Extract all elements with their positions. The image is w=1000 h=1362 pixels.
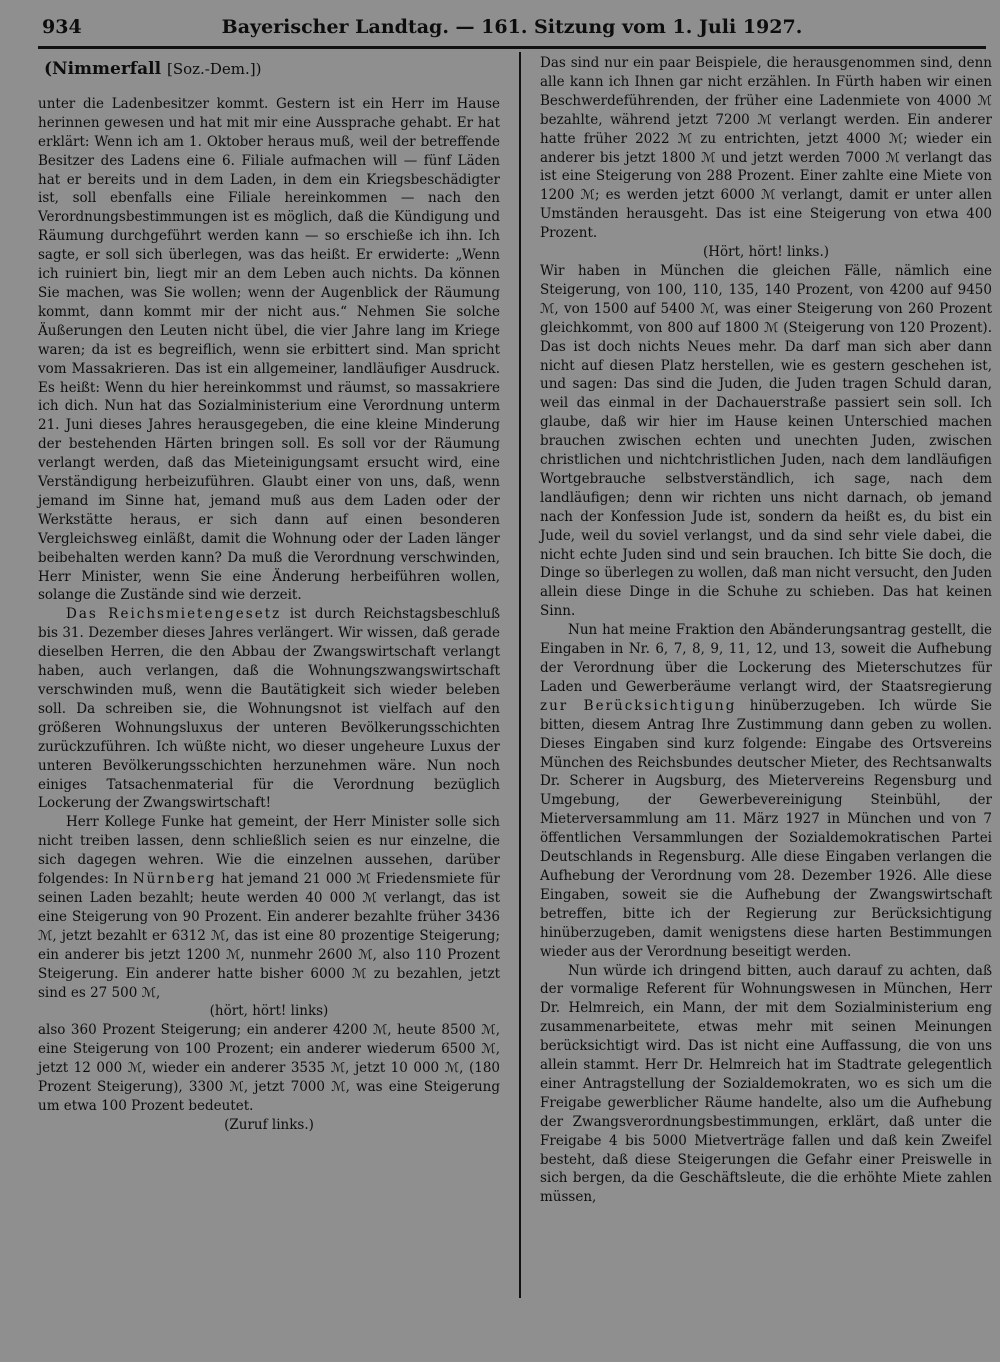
paragraph (38, 813, 500, 1002)
running-title: Bayerischer Landtag. — 161. Sitzung vom 1. Juli 1927. (221, 16, 803, 38)
interjection: (hört, hört! links) (209, 1003, 329, 1020)
left-column (38, 54, 500, 1135)
paragraph: unter die Ladenbesitzer kommt. Gestern ist ein Herr im Hause herinnen gewesen und hat mit mir eine Aussprache gehabt. Er hat erklärt: Wenn ich am 1. Oktober heraus muß, weil der betreffende Besitzer des Ladens eine 6. Filiale aufmachen will — fünf Läden hat er bereits und in dem Laden, in dem ein Kriegsbeschädigter ist, soll ebenfalls eine Filiale hereinkommen — nach den Verordnungsbestimmungen ist es möglich, daß die Kündigung und Räumung durchgeführt werden kann — so erschieße ich ihn. Ich sagte, er soll sich überlegen, was das heißt. Er erwiderte: „Wenn ich ruiniert bin, liegt mir an dem Leben auch nichts. Da können Sie machen, was Sie wollen; wenn der Augenblick der Räumung kommt, dann kommt mir der nicht aus.“ Nehmen Sie solche Äußerungen den Leuten nicht übel, die vier Jahre lang im Kriege waren; da ist es begreiflich, wenn sie erbittert sind. Man spricht vom Massakrieren. Das ist ein allgemeiner, landläufiger Ausdruck. Es heißt: Wenn du hier hereinkommst und räumst, so massakriere ich dich. Nun hat das Sozialministerium eine Verordnung unterm 21. Juni dieses Jahres herausgegeben, die eine kleine Minderung der bestehenden Härten bringen soll. Es soll vor der Räumung verlangt werden, daß das Mieteinigungsamt ersucht wird, eine Verständigung herbeizuführen. Glaubt einer von uns, daß, wenn jemand im Sinne hat, jemand muß aus dem Laden oder der Werkstätte heraus, er sich dann auf einen besonderen Vergleichsweg einläßt, damit die Wohnung oder der Laden länger beibehalten werden kann? Da muß die Verordnung verschwinden, Herr Minister, wenn Sie eine Änderung herbeiführen wollen, solange die Zustände sind wie derzeit. (38, 95, 500, 604)
column-divider (519, 52, 521, 1298)
paragraph: Wir haben in München die gleichen Fälle, nämlich eine Steigerung, von 100, 110, 135, 140 Prozent, von 4200 auf 9450 ℳ, von 1500 auf 5400 ℳ, was einer Steigerung von 260 Prozent gleichkommt, von 800 auf 1800 ℳ (Steigerung von 120 Prozent). Das ist doch nichts Neues mehr. Da darf man sich aber dann nicht auf diesen Platz herstellen, wie es gestern geschehen ist, und sagen: Das sind die Juden, die Juden tragen Schuld daran, weil das einmal in der Dachauerstraße passiert sein soll. Ich glaube, daß wir hier im Hause keinen Unterschied machen brauchen zwischen echten und unechten Juden, zwischen christlichen und nichtchristlichen Juden, nach dem landläufigen Wortgebrauche selbstverständlich, ich sage, nach dem landläufigen; denn wir richten uns nicht darnach, ob jemand nach der Konfession Jude ist, sondern da heißt es, du bist ein Jude, weil du soviel verlangst, und da sind sehr viele dabei, die nicht echte Juden sind und sein brauchen. Ich bitte Sie doch, die Dinge so überlegen zu wollen, daß man nicht versucht, den Juden allein diese Dinge in die Schuhe zu schieben. Das hat keinen Sinn. (540, 262, 992, 620)
page-header (38, 12, 986, 49)
speaker-heading (44, 60, 500, 79)
paragraph-text: hat jemand 21 000 ℳ Friedensmiete für seinen Laden bezahlt; heute werden 40 000 ℳ verlangt, das ist eine Steigerung von 90 Prozent. Ein anderer bezahlte früher 3436 ℳ, jetzt bezahlt er 6312 ℳ, das ist eine 80 prozentige Steigerung; ein anderer bis jetzt 1200 ℳ, nunmehr 2600 ℳ, also 110 Prozent Steigerung. Ein anderer hatte bisher 6000 ℳ zu bezahlen, jetzt sind es 27 500 ℳ, (38, 871, 500, 1001)
speaker-party: [Soz.-Dem.]) (166, 60, 262, 78)
paragraph: Nun würde ich dringend bitten, auch darauf zu achten, daß der vormalige Referent für Wohnungswesen in München, Herr Dr. Helmreich, ein Mann, der mit dem Sozialministerium eng zusammenarbeitete, etwas mehr mit seinen Meinungen berücksichtigt wird. Das ist nicht eine Auffassung, die von uns allein stammt. Herr Dr. Helmreich hat im Stadtrate gelegentlich einer Antragstellung der Sozialdemokraten, wo es sich um die Freigabe gewerblicher Räume handelte, also um die Aufhebung der Zwangsverordnungsbestimmungen, erklärt, daß unter die Freigabe 4 bis 5000 Mietverträge fallen und daß kein Zweifel besteht, daß diese Steigerungen die Gefahr einer Preiswelle in sich bergen, da die Geschäftsleute, die die erhöhte Miete zahlen müssen, (540, 962, 992, 1206)
spaced-term: Nürnberg (132, 871, 217, 888)
paragraph-text: hinüberzugeben. Ich würde Sie bitten, diesem Antrag Ihre Zustimmung dann geben zu wollen. Dieses Eingaben sind kurz folgende: Eingabe des Ortsvereins München des Reichsbundes deutscher Mieter, des Rechtsanwalts Dr. Scherer in Augsburg, des Mietervereins Regensburg und Umgebung, der Gewerbevereinigung Steinbühl, der Mieterversammlung am 11. März 1927 in München und von 7 öffentlichen Versammlungen der Sozialdemokratischen Partei Deutschlands in Regensburg. Alle diese Eingaben verlangen die Aufhebung der Verordnung vom 28. Dezember 1926. Alle diese Eingaben, soweit sie die Aufhebung der Zwangswirtschaft betreffen, bitte ich der Regierung zur Berücksichtigung hinüberzugeben, damit wenigstens diese harten Bestimmungen wieder aus der Verordnung beseitigt werden. (540, 697, 992, 960)
right-column (540, 54, 992, 1207)
paragraph (540, 621, 992, 961)
interjection: (Hört, hört! links.) (702, 244, 830, 261)
interjection: (Zuruf links.) (224, 1116, 314, 1133)
page-number: 934 (42, 16, 82, 38)
speaker-name: (Nimmerfall (44, 59, 162, 79)
paragraph (38, 605, 500, 813)
paragraph-text: Herr Kollege Funke hat gemeint, der Herr Minister solle sich nicht treiben lassen, denn schließlich seien es nur einzelne, die sich dagegen wehren. Wie die einzelnen aussehen, darüber folgendes: In (38, 814, 500, 888)
paragraph-text: Nun hat meine Fraktion den Abänderungsantrag gestellt, die Eingaben in Nr. 6, 7, 8, 9, 11, 12, und 13, soweit die Aufhebung der Verordnung über die Lockerung des Mieterschutzes für Laden und Gewerberäume verlangt wird, der Staatsregierung (540, 622, 992, 695)
paragraph: also 360 Prozent Steigerung; ein anderer 4200 ℳ, heute 8500 ℳ, eine Steigerung von 100 Prozent; ein anderer wiederum 6500 ℳ, jetzt 12 000 ℳ, wieder ein anderer 3535 ℳ, jetzt 10 000 ℳ, (180 Prozent Steigerung), 3300 ℳ, jetzt 7000 ℳ, was eine Steigerung um etwa 100 Prozent bedeutet. (38, 1022, 500, 1114)
paragraph-text: ist durch Reichstagsbeschluß bis 31. Dezember dieses Jahres verlängert. Wir wissen, daß gerade dieselben Herren, die den Abbau der Zwangswirtschaft verlangt haben, auch verlangen, daß die Wohnungszwangswirtschaft verschwinden muß, wenn die Bautätigkeit sich wieder beleben soll. Da schreiben sie, die Wohnungsnot ist vielfach auf den größeren Wohnungsluxus der unteren Bevölkerungsschichten zurückzuführen. Ich wüßte nicht, wo dieser ungeheure Luxus der unteren Bevölkerungsschichten herzunehmen wäre. Nun noch einiges Tatsachenmaterial für die Verordnung bezüglich Lockerung der Zwangswirtschaft! (38, 606, 500, 812)
paragraph: Das sind nur ein paar Beispiele, die herausgenommen sind, denn alle kann ich Ihnen gar nicht erzählen. In Fürth haben wir einen Beschwerdeführenden, der früher eine Ladenmiete von 4000 ℳ bezahlte, während jetzt 7200 ℳ verlangt werden. Ein anderer hatte früher 2022 ℳ zu entrichten, jetzt 4000 ℳ; wieder ein anderer bis jetzt 1800 ℳ und jetzt werden 7000 ℳ verlangt das ist eine Steigerung von 288 Prozent. Einer zahlte eine Miete von 1200 ℳ; es werden jetzt 6000 ℳ verlangt, damit er unter allen Umständen herausgeht. Das ist eine Steigerung von etwa 400 Prozent. (540, 55, 992, 242)
spaced-term: zur Berücksichtigung (540, 697, 737, 714)
spaced-term: Das Reichsmietengesetz (66, 606, 282, 623)
